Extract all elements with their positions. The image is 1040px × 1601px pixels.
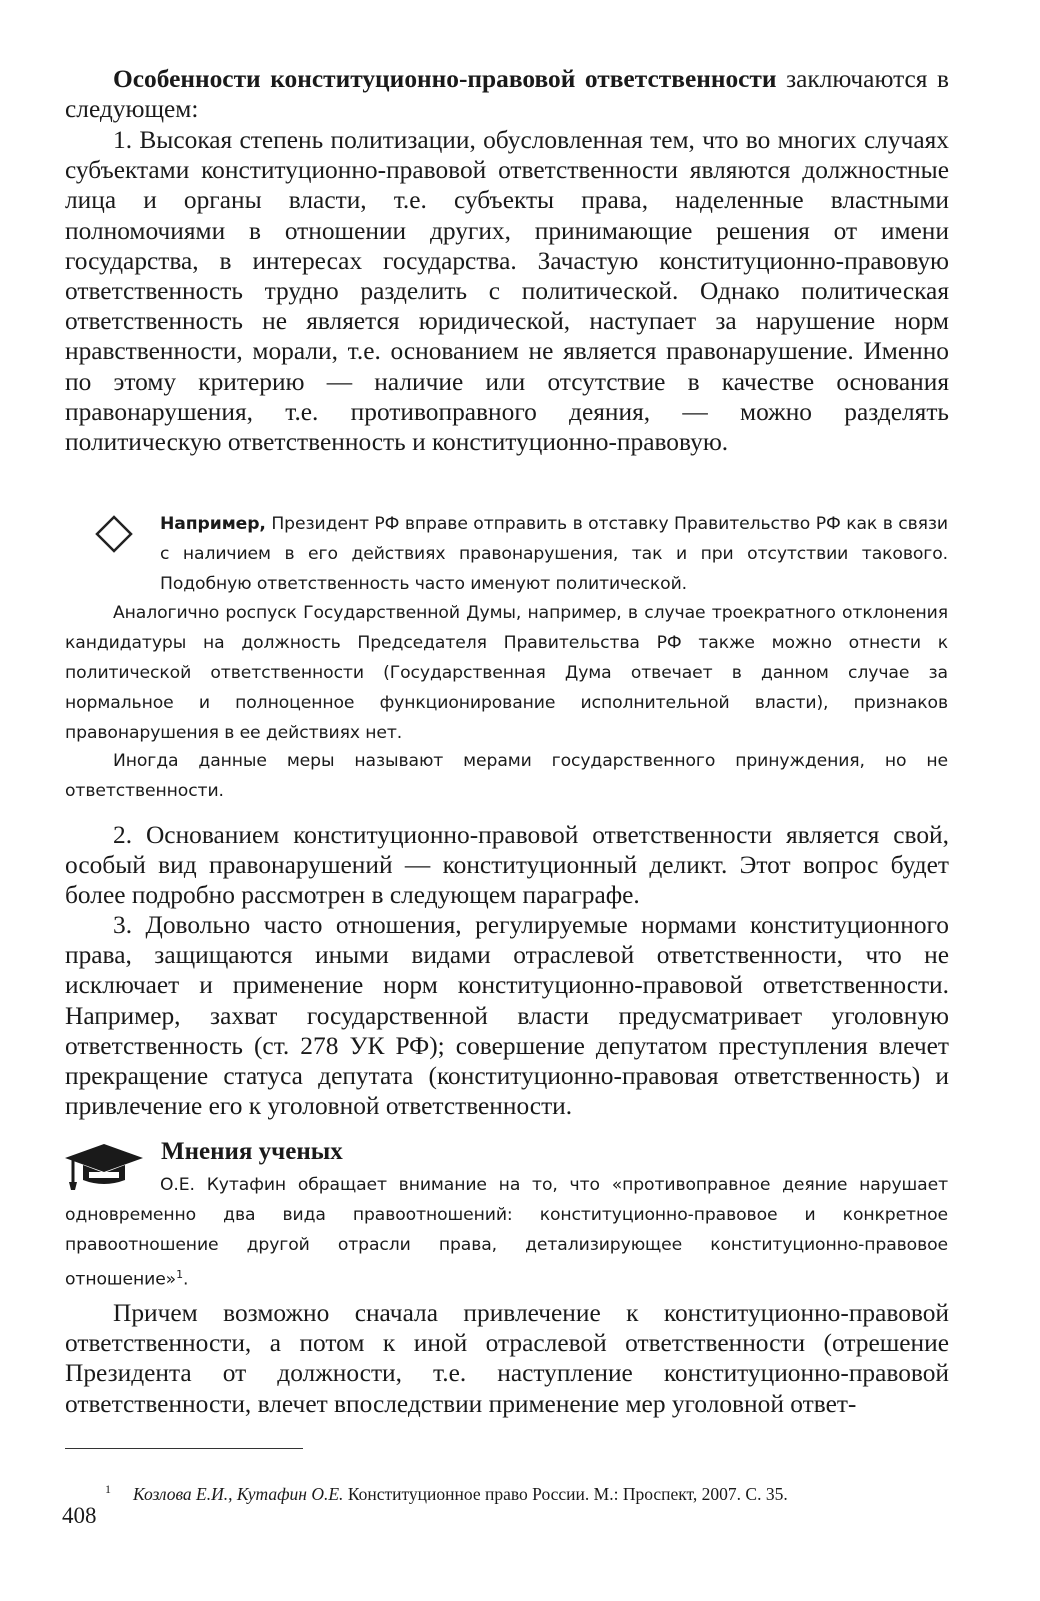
example-text-1: Президент РФ вправе отправить в отставку Правительство РФ как в связи с наличием в его действиях правонарушения, так и при отсутствии такового. Подобную ответственность часто именуют политической.: [160, 514, 948, 594]
footnote-authors: Козлова Е.И., Кутафин О.Е.: [133, 1483, 344, 1504]
footnote-divider: [65, 1448, 303, 1449]
example-paragraph-1: [160, 509, 948, 599]
example-paragraph-3: Иногда данные меры называют мерами государственного принуждения, но не ответственности.: [65, 751, 948, 801]
scholars-quote: [65, 1170, 948, 1295]
intro-rest: заключаются в следующем:: [65, 65, 949, 124]
diamond-icon: [94, 514, 134, 554]
scholars-end: .: [183, 1269, 189, 1290]
footnote-source: Конституционное право России. М.: Проспект, 2007. С. 35.: [343, 1483, 788, 1504]
point-2-paragraph: 2. Основанием конституционно-правовой ответственности является свой, особый вид правонарушений — конституционный деликт. Этот вопрос будет более подробно рассмотрен в следующем параграфе.: [65, 821, 949, 910]
scholars-text: О.Е. Кутафин обращает внимание на то, что «противоправное деяние нарушает одновременно два вида правоотношений: конституционно-правовое и конкретное правоотношение другой отрасли права, детализирующее конституционно-правовое отношение»: [65, 1175, 948, 1290]
intro-bold-term: Особенности конституционно-правовой ответственности: [113, 65, 777, 93]
footnote: [105, 1478, 788, 1505]
point-1-paragraph: 1. Высокая степень политизации, обусловленная тем, что во многих случаях субъектами конституционно-правовой ответственности являются должностные лица и органы власти, т.е. субъекты права, наделенные властными полномочиями в отношении других, принимающие решения от имени государства, в интересах государства. Зачастую конституционно-правовую ответственность трудно разделить с политической. Однако политическая ответственность не является юридической, наступает за нарушение норм нравственности, морали, т.е. основанием не является правонарушение. Именно по этому критерию — наличие или отсутствие в качестве основания правонарушения, т.е. противоправного деяния, — можно разделять политическую ответственность и конституционно-правовую.: [65, 126, 949, 457]
footnote-reference[interactable]: 1: [176, 1268, 183, 1281]
scholars-heading: Мнения ученых: [161, 1138, 343, 1165]
final-paragraph: Причем возможно сначала привлечение к конституционно-правовой ответственности, а потом к иной отраслевой ответственности (отрешение Президента от должности, т.е. наступление конституционно-правовой ответственности, влечет впоследствии применение мер уголовной ответ-: [65, 1299, 949, 1418]
point-3-paragraph: 3. Довольно часто отношения, регулируемые нормами конституционного права, защищаются иными видами отраслевой ответственности, что не исключает и применение норм конституционно-правовой ответственности. Например, захват государственной власти предусматривает уголовную ответственность (ст. 278 УК РФ); совершение депутатом преступления влечет прекращение статуса депутата (конституционно-правовая ответственность) и привлечение его к уголовной ответственности.: [65, 911, 949, 1121]
intro-paragraph: [65, 64, 949, 124]
example-paragraph-2: Аналогично роспуск Государственной Думы, например, в случае троекратного отклонения кандидатуры на должность Председателя Правительства РФ также можно отнести к политической ответственности (Государственная Дума отвечает в данном случае за нормальное и полноценное функционирование исполнительной власти), признаков правонарушения в ее действиях нет.: [65, 603, 948, 743]
example-lead: Например,: [160, 514, 266, 534]
page-number: 408: [62, 1503, 97, 1528]
footnote-mark: 1: [105, 1481, 111, 1496]
